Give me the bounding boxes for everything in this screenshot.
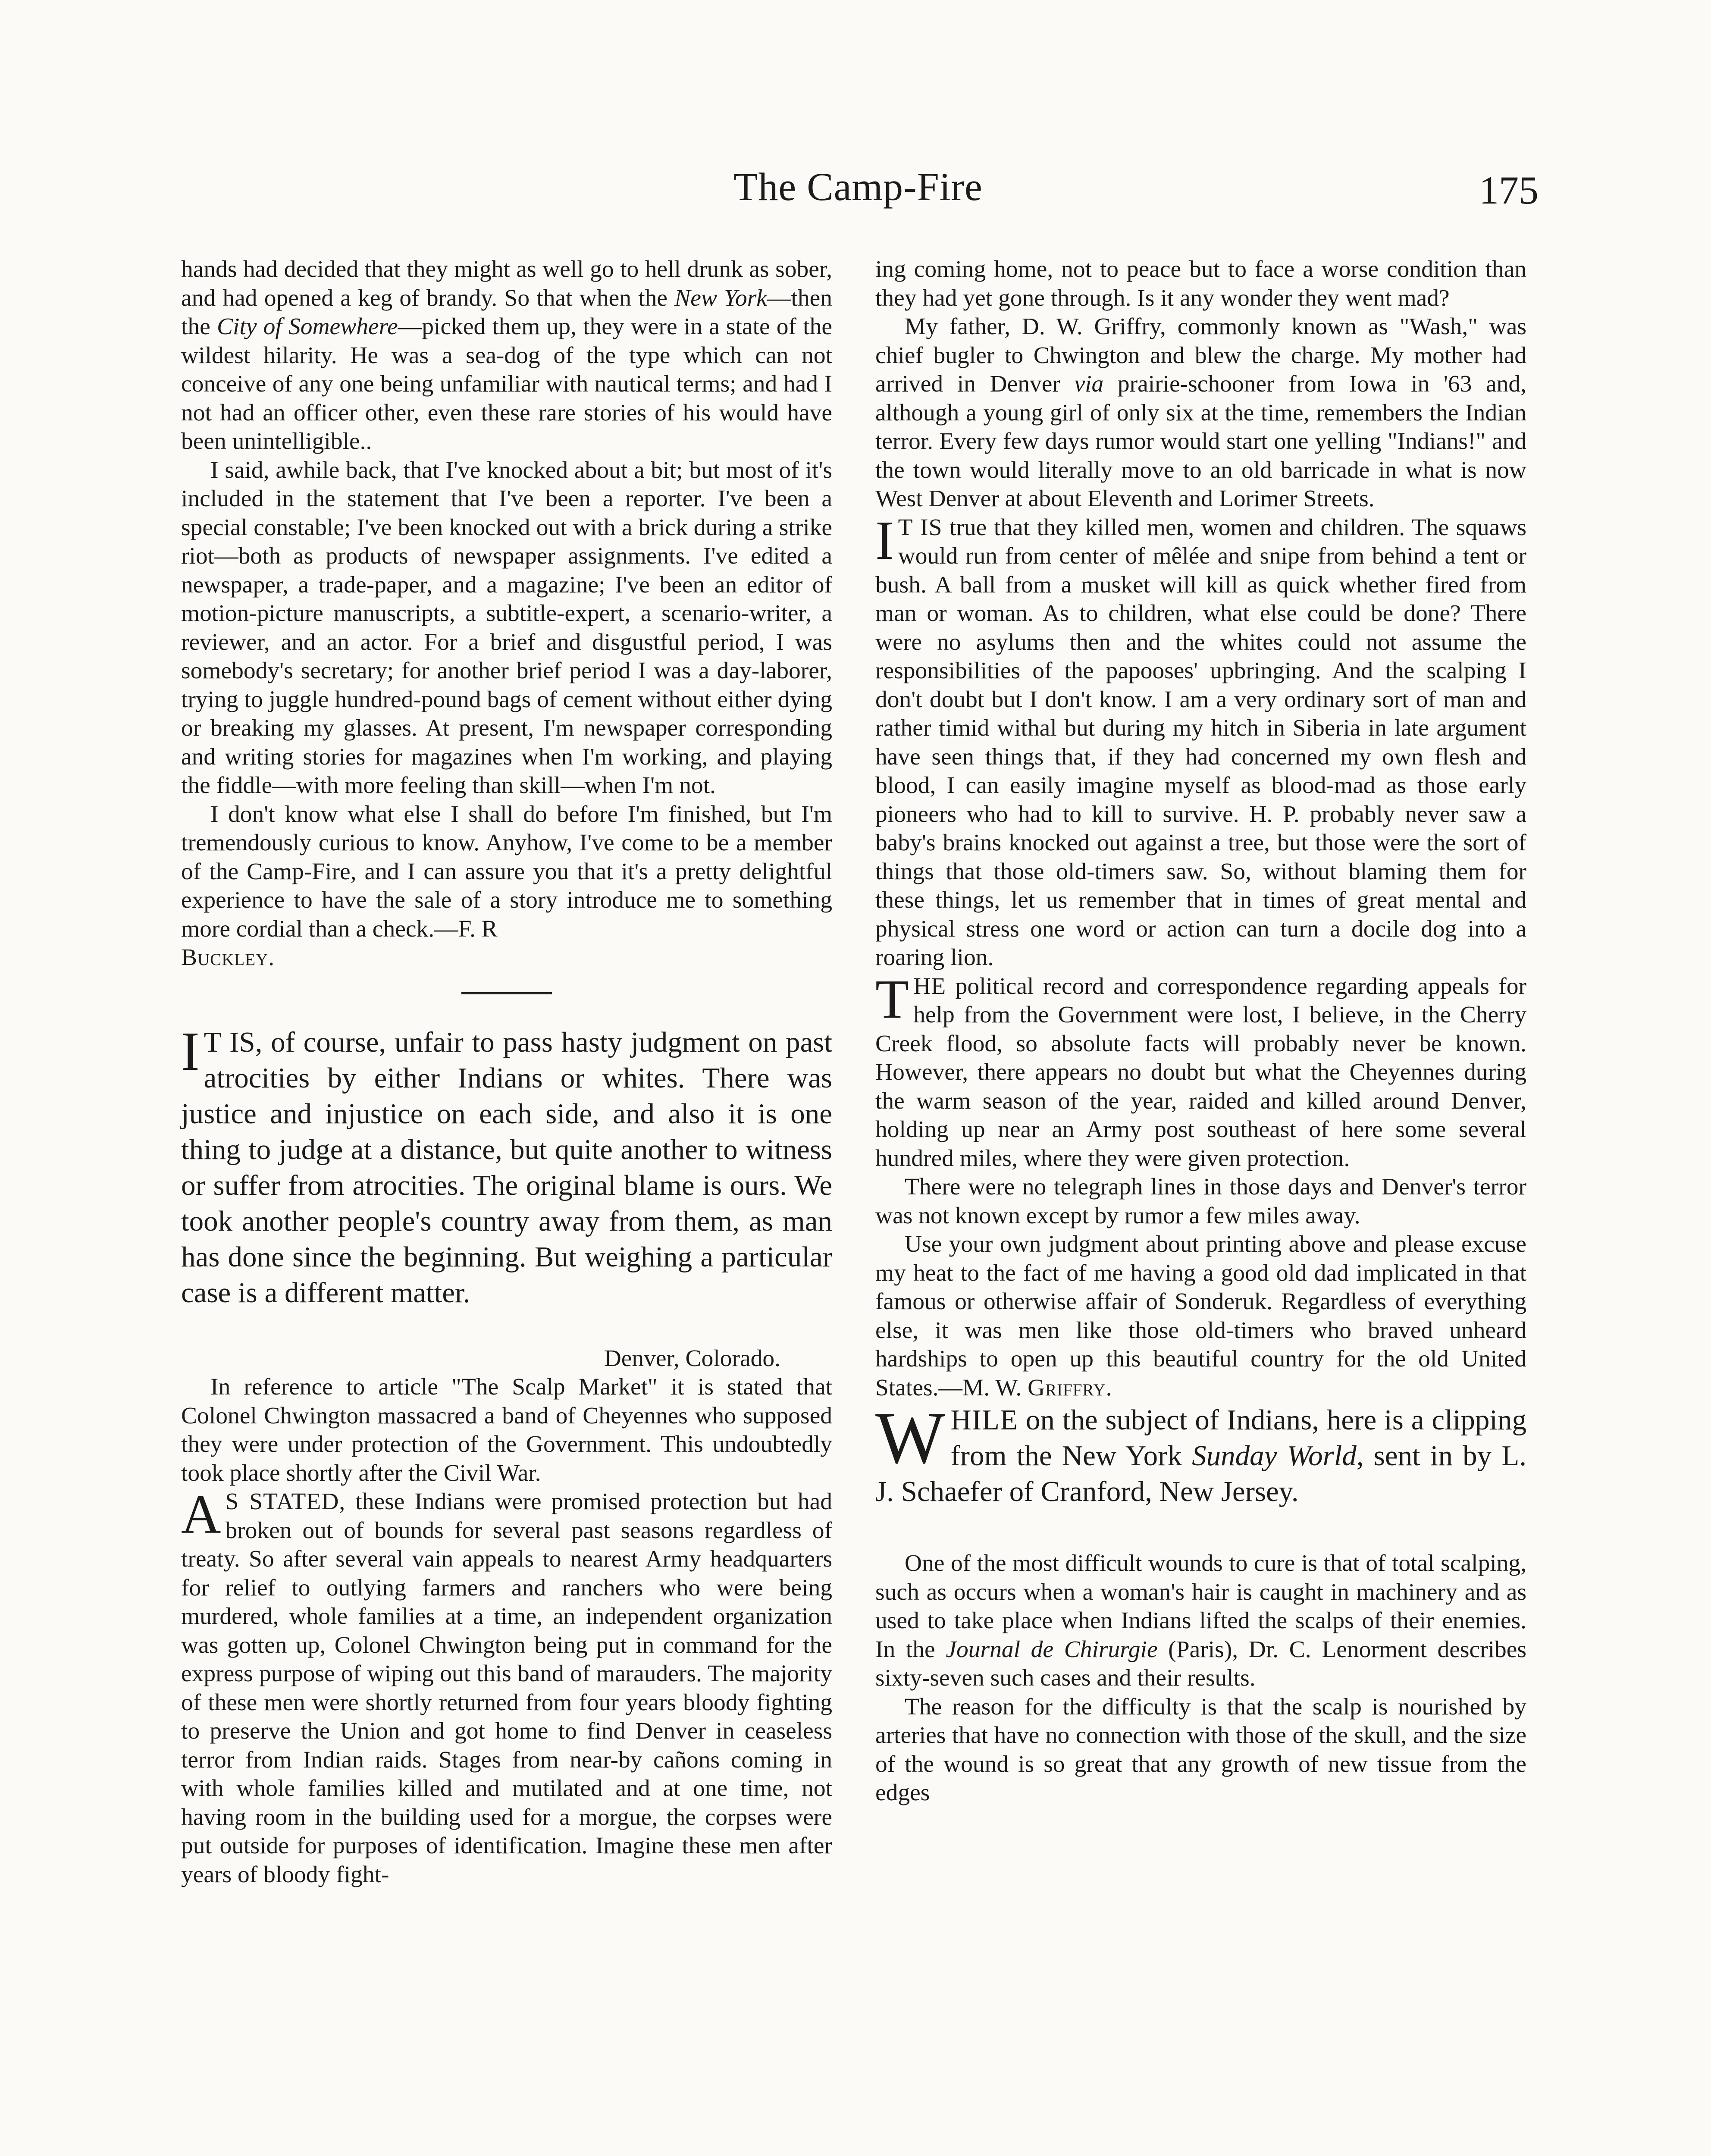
drop-cap-w: W [875, 1397, 946, 1479]
editor-note-clipping: WHILE on the subject of Indians, here is a clipping from the New York Sunday World, sent in by L. J. Schaefer of Cranford, New Jersey. [875, 1397, 1527, 1507]
drop-cap-i-2: I [875, 509, 894, 571]
drop-cap-i: I [181, 1020, 200, 1082]
letter-paragraph-2: A S STATED, these Indians were promised protection but had broken out of bounds for several past seasons regardless of treaty. So after several vain appeals to nearest Army headquarters for relief to outlying farmers and ranchers who were being murdered, whole families at a time, an independent organization was gotten up, Colonel Chwington being put in command for the express purpose of wiping out this band of marauders. The majority of these men were shortly returned from four years bloody fighting to preserve the Union and got home to find Denver in ceaseless terror from Indian raids. Stages from near-by cañons coming in with whole families killed and mutilated and at one time, not having room in the building used for a morgue, the corpses were put outside for purposes of identification. Imagine these men after years of bloody fight- [181, 1484, 832, 1888]
right-paragraph-4: THE political record and correspondence regarding appeals for help from the Government were lost, I believe, in the Cherry Creek flood, so absolute facts will probably never be known. However, there appears no doubt but what the Cheyennes during the warm season of the year, raided and killed around Denver, holding up near an Army post southeast of here some several hundred miles, where they were given protection. [875, 968, 1526, 1172]
clipping-paragraph-2: The reason for the difficulty is that the scalp is nourished by arteries that have no connection with those of the skull, and the size of the wound is so great that any growth of new tissue from the edges [875, 1693, 1526, 1806]
left-column [181, 255, 832, 1889]
drop-cap-t: T [875, 968, 909, 1030]
clipping-paragraph-1: One of the most difficult wounds to cure is that of total scalping, such as occurs when a woman's hair is caught in machinery and as used to take place when Indians lifted the scalps of their enemies. In the Journal de Chirurgie (Paris), Dr. C. Lenorment describes sixty-seven such cases and their results. [875, 1550, 1526, 1691]
dateline-place: Denver, Colorado. [604, 1345, 780, 1372]
running-head-title: The Camp-Fire [733, 165, 983, 209]
page-number: 175 [1479, 168, 1539, 212]
left-paragraph-3: I don't know what else I shall do before I'm finished, but I'm tremendously curious to know. Anyhow, I've come to be a member of the Camp-Fire, and I can assure you that it's a pretty delightful experience to have the sale of a story introduce me to something more cordial than a check.—F. R Buckley. [181, 801, 832, 971]
section-divider [461, 992, 552, 994]
right-paragraph-2: My father, D. W. Griffry, commonly known as "Wash," was chief bugler to Chwington and blew the charge. My mother had arrived in Denver via prairie-schooner from Iowa in '63 and, although a young girl of only six at the time, remembers the Indian terror. Every few days rumor would start one yelling "Indians!" and the town would literally move to an old barricade in what is now West Denver at about Eleventh and Lorimer Streets. [875, 313, 1526, 512]
letter-paragraph-1: In reference to article "The Scalp Market" it is stated that Colonel Chwington massacred a band of Cheyennes who supposed they were under protection of the Government. This undoubtedly took place shortly after the Civil War. [181, 1374, 832, 1486]
drop-cap-a: A [181, 1484, 221, 1545]
signature-buckley: Buckley. [181, 944, 275, 971]
editor-note-atrocities: I T IS, of course, unfair to pass hasty judgment on past atrocities by either Indians or whites. There was justice and injustice on each side, and also it is one thing to judge at a distance, but quite another to witness or suffer from atrocities. The original blame is ours. We took another people's country away from them, as man has done since the beginning. But weighing a particular case is a different matter. [181, 1020, 832, 1309]
left-paragraph-2: I said, awhile back, that I've knocked about a bit; but most of it's included in the statement that I've been a reporter. I've been a special constable; I've been knocked out with a brick during a strike riot—both as products of newspaper assignments. I've edited a newspaper, a trade-paper, and a magazine; I've been an editor of motion-picture manuscripts, a subtitle-expert, a scenario-writer, a reviewer, and an actor. For a brief and disgustful period, I was somebody's secretary; for another brief period I was a day-laborer, trying to juggle hundred-pound bags of cement without either dying or breaking my glasses. At present, I'm newspaper corresponding and writing stories for magazines when I'm working, and playing the fiddle—with more feeling than skill—when I'm not. [181, 457, 832, 799]
right-paragraph-3: I T IS true that they killed men, women and children. The squaws would run from center of mêlée and snipe from behind a tent or bush. A ball from a musket will kill as quick whether fired from man or woman. As to children, what else could be done? There were no asylums then and the whites could not assume the responsibilities of the papooses' upbringing. And the scalping I don't doubt but I don't know. I am a very ordinary sort of man and rather timid withal but during my hitch in Siberia in late argument have seen things that, if they had concerned my own flesh and blood, I can easily imagine myself as blood-mad as those early pioneers who had to kill to survive. H. P. probably never saw a baby's brains knocked out against a tree, but those were the sort of things that those old-timers saw. So, without blaming them for these things, let us remember that in times of great mental and physical stress one word or action can turn a docile dog into a roaring lion. [875, 509, 1526, 971]
right-paragraph-5: There were no telegraph lines in those days and Denver's terror was not known except by rumor a few miles away. [875, 1174, 1526, 1229]
right-paragraph-6: Use your own judgment about printing above and please excuse my heat to the fact of me having a good old dad implicated in that famous or otherwise affair of Sonderuk. Regardless of everything else, it was men like those old-timers who braved unheard hardships to open up this beautiful country for the old United States.—M. W. Griffry. [875, 1231, 1526, 1401]
right-column [875, 255, 1526, 1808]
left-paragraph-1: hands had decided that they might as well go to hell drunk as sober, and had opened a keg of brandy. So that when the New York—then the City of Somewhere—picked them up, they were in a state of the wildest hilarity. He was a sea-dog of the type which can not conceive of any one being unfamiliar with nautical terms; and had I not had an officer other, even these rare stories of his would have been unintelligible.. [181, 256, 833, 454]
signature-griffry: Griffry. [1028, 1374, 1112, 1401]
right-paragraph-1: ing coming home, not to peace but to face a worse condition than they had yet gone through. Is it any wonder they went mad? [875, 256, 1526, 311]
